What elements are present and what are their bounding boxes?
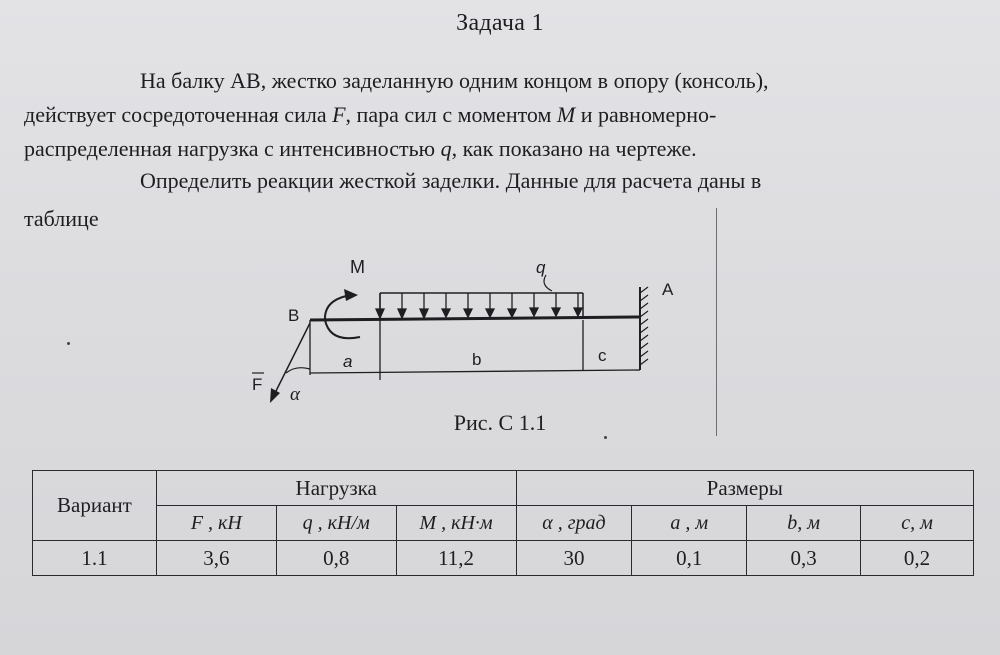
force-F-arrowhead (270, 388, 280, 403)
cell-q: 0,8 (276, 541, 396, 576)
header-M: M , кН·м (396, 506, 516, 541)
moment-arrowhead (344, 289, 358, 301)
text-line-1 (24, 70, 924, 92)
label-c: c (598, 346, 607, 365)
load-arrows (376, 293, 582, 318)
figure-caption: Рис. С 1.1 (453, 410, 547, 435)
wall-hatching (640, 287, 648, 365)
speck (604, 436, 607, 439)
table-header-row-2 (33, 506, 974, 541)
beam (310, 317, 640, 320)
label-q: q (536, 258, 546, 277)
label-alpha: α (290, 384, 300, 405)
cell-variant: 1.1 (33, 541, 157, 576)
table-row (33, 541, 974, 576)
text-line-2-part-a: действует сосредоточенная сила (24, 102, 333, 127)
q-pointer (544, 275, 552, 291)
label-B: B (288, 306, 300, 325)
header-load: Нагрузка (156, 471, 516, 506)
margin-line (716, 208, 717, 436)
text-line-2-part-b: , пара сил с моментом (345, 102, 557, 127)
text-line-2 (24, 104, 924, 126)
header-a: a , м (632, 506, 747, 541)
label-A: A (662, 280, 674, 299)
label-F: F (252, 375, 263, 394)
cell-M: 11,2 (396, 541, 516, 576)
text-line-4-content: Определить реакции жесткой заделки. Данные для расчета даны в (140, 168, 762, 193)
header-b: b, м (747, 506, 861, 541)
dimension-line (310, 370, 640, 373)
label-b: b (472, 350, 482, 369)
header-c: c, м (861, 506, 974, 541)
label-a: a (343, 352, 353, 371)
table-header-row-1 (33, 471, 974, 506)
header-q: q , кН/м (276, 506, 396, 541)
header-alpha: α , град (516, 506, 632, 541)
text-line-5: таблице (24, 206, 99, 231)
text-line-2-part-c: и равномерно- (575, 102, 717, 127)
cell-F: 3,6 (156, 541, 276, 576)
text-line-3-part-b: , как показано на чертеже. (451, 136, 697, 161)
symbol-M: M (556, 102, 576, 127)
moment-arc (325, 295, 360, 338)
text-line-4 (24, 170, 924, 192)
label-M: M (350, 257, 365, 277)
cell-c: 0,2 (861, 541, 974, 576)
header-variant: Вариант (33, 471, 157, 541)
text-line-1-content: На балку АВ, жестко заделанную одним концом в опору (консоль), (140, 68, 769, 93)
text-line-3 (24, 138, 924, 160)
symbol-q: q (440, 136, 452, 161)
header-sizes: Размеры (516, 471, 974, 506)
alpha-arc (286, 368, 310, 373)
cell-alpha: 30 (516, 541, 632, 576)
speck (67, 342, 70, 345)
text-line-3-part-a: распределенная нагрузка с интенсивностью (24, 136, 441, 161)
cell-a: 0,1 (632, 541, 747, 576)
data-table (32, 470, 974, 576)
problem-title: Задача 1 (456, 10, 544, 36)
symbol-F: F (332, 102, 346, 127)
header-F: F , кН (156, 506, 276, 541)
beam-diagram (240, 245, 680, 410)
cell-b: 0,3 (747, 541, 861, 576)
